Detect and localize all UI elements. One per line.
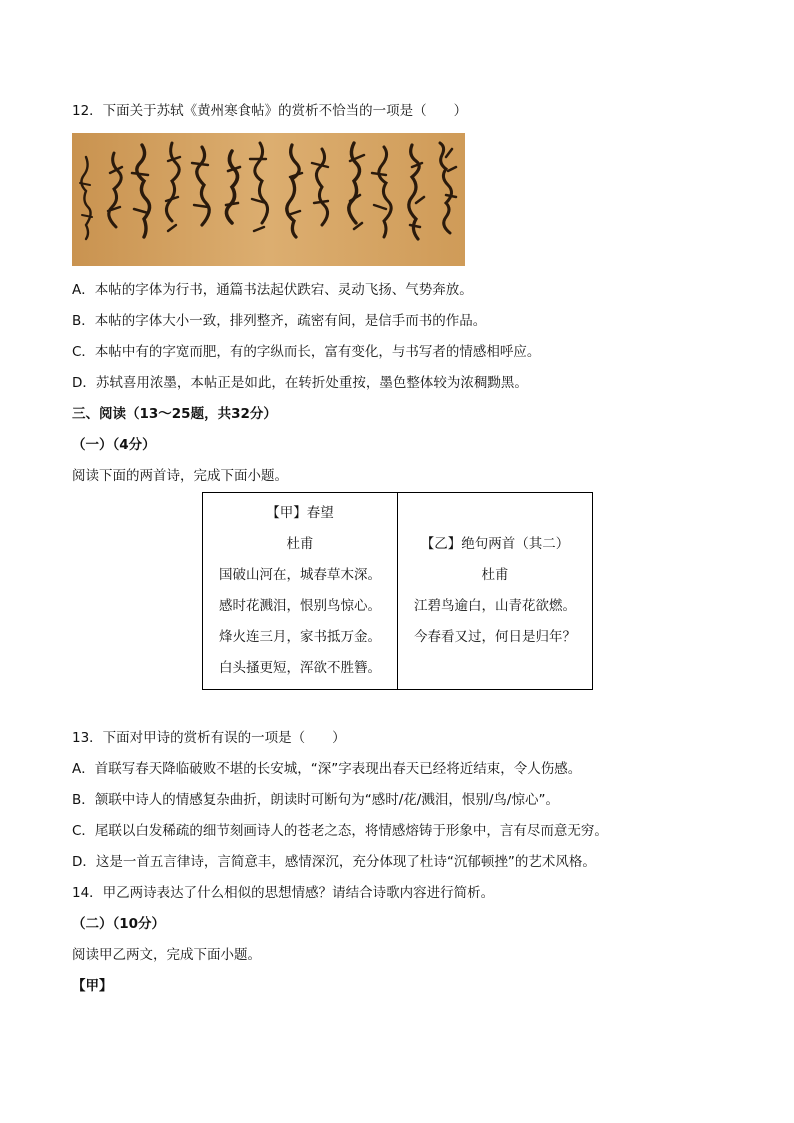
- poem-yi-line-2: 今春看又过，何日是归年？: [414, 629, 576, 645]
- q13-option-c: C．尾联以白发稀疏的细节刻画诗人的苍老之态，将情感熔铸于形象中，言有尽而意无穷。: [72, 823, 608, 839]
- poem-jia-line-2: 感时花溅泪，恨别鸟惊心。: [219, 598, 381, 614]
- poem-jia-line-3: 烽火连三月，家书抵万金。: [219, 629, 381, 645]
- calligraphy-image: [72, 133, 465, 266]
- q12-option-a: A．本帖的字体为行书，通篇书法起伏跌宕、灵动飞扬、气势奔放。: [72, 282, 473, 298]
- poem-yi-cell: [398, 493, 593, 690]
- poem-yi-title: 【乙】绝句两首（其二）: [420, 536, 570, 552]
- q13-stem: 13．下面对甲诗的赏析有误的一项是（ ）: [72, 730, 346, 746]
- q12-stem: 12．下面关于苏轼《黄州寒食帖》的赏析不恰当的一项是（ ）: [72, 103, 468, 119]
- poem-jia-line-4: 白头搔更短，浑欲不胜簪。: [219, 660, 381, 676]
- poem-yi-author: 杜甫: [481, 567, 509, 583]
- part-2-title: （二）（10分）: [72, 916, 166, 932]
- q13-option-b: B．颔联中诗人的情感复杂曲折，朗读时可断句为“感时/花/溅泪，恨别/鸟/惊心”。: [72, 792, 559, 808]
- poem-jia-cell: [203, 493, 398, 690]
- poem-jia-author: 杜甫: [286, 536, 314, 552]
- q12-option-b: B．本帖的字体大小一致，排列整齐，疏密有间，是信手而书的作品。: [72, 313, 487, 329]
- q14-stem: 14．甲乙两诗表达了什么相似的思想情感？请结合诗歌内容进行简析。: [72, 885, 495, 901]
- poem-jia-line-1: 国破山河在，城春草木深。: [219, 567, 381, 583]
- q13-option-d: D．这是一首五言律诗，言简意丰，感情深沉，充分体现了杜诗“沉郁顿挫”的艺术风格。: [72, 854, 596, 870]
- q12-option-c: C．本帖中有的字宽而肥，有的字纵而长，富有变化，与书写者的情感相呼应。: [72, 344, 541, 360]
- section-3-title: 三、阅读（13～25题，共32分）: [72, 406, 277, 422]
- q13-option-a: A．首联写春天降临破败不堪的长安城，“深”字表现出春天已经将近结束，令人伤感。: [72, 761, 582, 777]
- part-2-intro: 阅读甲乙两文，完成下面小题。: [72, 947, 261, 963]
- part-1-intro: 阅读下面的两首诗，完成下面小题。: [72, 468, 288, 484]
- poems-table: [202, 492, 593, 690]
- part-1-title: （一）（4分）: [72, 437, 156, 453]
- q12-option-d: D．苏轼喜用浓墨，本帖正是如此，在转折处重按，墨色整体较为浓稠黝黑。: [72, 375, 528, 391]
- text-jia-label: 【甲】: [72, 978, 113, 994]
- poem-yi-line-1: 江碧鸟逾白，山青花欲燃。: [414, 598, 576, 614]
- poem-jia-title: 【甲】春望: [266, 505, 334, 521]
